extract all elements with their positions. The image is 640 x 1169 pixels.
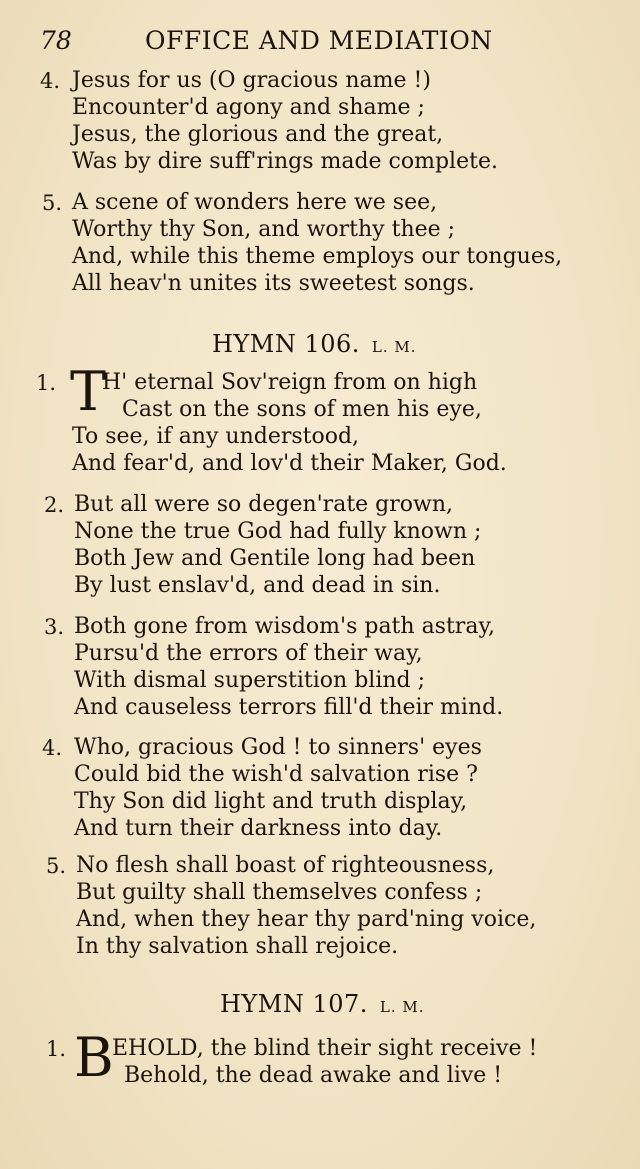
verse-line: None the true God had fully known ; [74, 519, 482, 544]
stanza-number: 4. [42, 736, 63, 760]
verse-line: Jesus for us (O gracious name !) [72, 68, 431, 93]
verse-line: To see, if any understood, [72, 424, 360, 449]
verse-line: H' eternal Sov'reign from on high [102, 370, 478, 395]
verse-line: Cast on the sons of men his eye, [122, 397, 482, 422]
stanza-number: 4. [40, 69, 61, 93]
verse-line: By lust enslav'd, and dead in sin. [74, 573, 441, 598]
drop-cap: T [70, 360, 107, 423]
verse-line: And, while this theme employs our tongues, [72, 244, 563, 269]
verse-line: But guilty shall themselves confess ; [76, 880, 483, 905]
hymn-106-title [212, 330, 417, 358]
verse-line: With dismal superstition blind ; [74, 668, 426, 693]
verse-line: And causeless terrors fill'd their mind. [74, 695, 504, 720]
drop-cap: B [74, 1026, 114, 1089]
verse-line: Thy Son did light and truth display, [74, 789, 468, 814]
verse-line: EHOLD, the blind their sight receive ! [112, 1036, 538, 1061]
running-head: OFFICE AND MEDIATION [145, 26, 493, 55]
hymn-number: HYMN 106. [212, 330, 360, 358]
stanza-number: 3. [44, 615, 65, 639]
hymn-number: HYMN 107. [220, 990, 368, 1018]
verse-line: A scene of wonders here we see, [72, 190, 438, 215]
verse-line: And fear'd, and lov'd their Maker, God. [72, 451, 507, 476]
page-number: 78 [40, 26, 72, 55]
verse-line: Behold, the dead awake and live ! [124, 1063, 503, 1088]
stanza-number: 1. [46, 1037, 67, 1061]
verse-line: No flesh shall boast of righteousness, [76, 853, 495, 878]
page-header [0, 26, 640, 60]
hymn-107-title [220, 990, 425, 1018]
hymn-meter: L. M. [379, 998, 425, 1016]
verse-line: In thy salvation shall rejoice. [76, 934, 399, 959]
verse-line: Was by dire suff'rings made complete. [72, 149, 498, 174]
stanza-number: 5. [46, 854, 67, 878]
verse-line: Encounter'd agony and shame ; [72, 95, 425, 120]
verse-line: Jesus, the glorious and the great, [72, 122, 444, 147]
verse-line: Both Jew and Gentile long had been [74, 546, 476, 571]
verse-line: All heav'n unites its sweetest songs. [72, 271, 475, 296]
verse-line: And, when they hear thy pard'ning voice, [76, 907, 537, 932]
hymn-meter: L. M. [371, 338, 417, 356]
verse-line: Who, gracious God ! to sinners' eyes [74, 735, 482, 760]
verse-line: Worthy thy Son, and worthy thee ; [72, 217, 456, 242]
stanza-number: 1. [36, 371, 57, 395]
verse-line: But all were so degen'rate grown, [74, 492, 454, 517]
stanza-number: 5. [42, 191, 63, 215]
verse-line: Pursu'd the errors of their way, [74, 641, 423, 666]
verse-line: And turn their darkness into day. [74, 816, 443, 841]
stanza-number: 2. [44, 493, 65, 517]
verse-line: Both gone from wisdom's path astray, [74, 614, 495, 639]
verse-line: Could bid the wish'd salvation rise ? [74, 762, 478, 787]
